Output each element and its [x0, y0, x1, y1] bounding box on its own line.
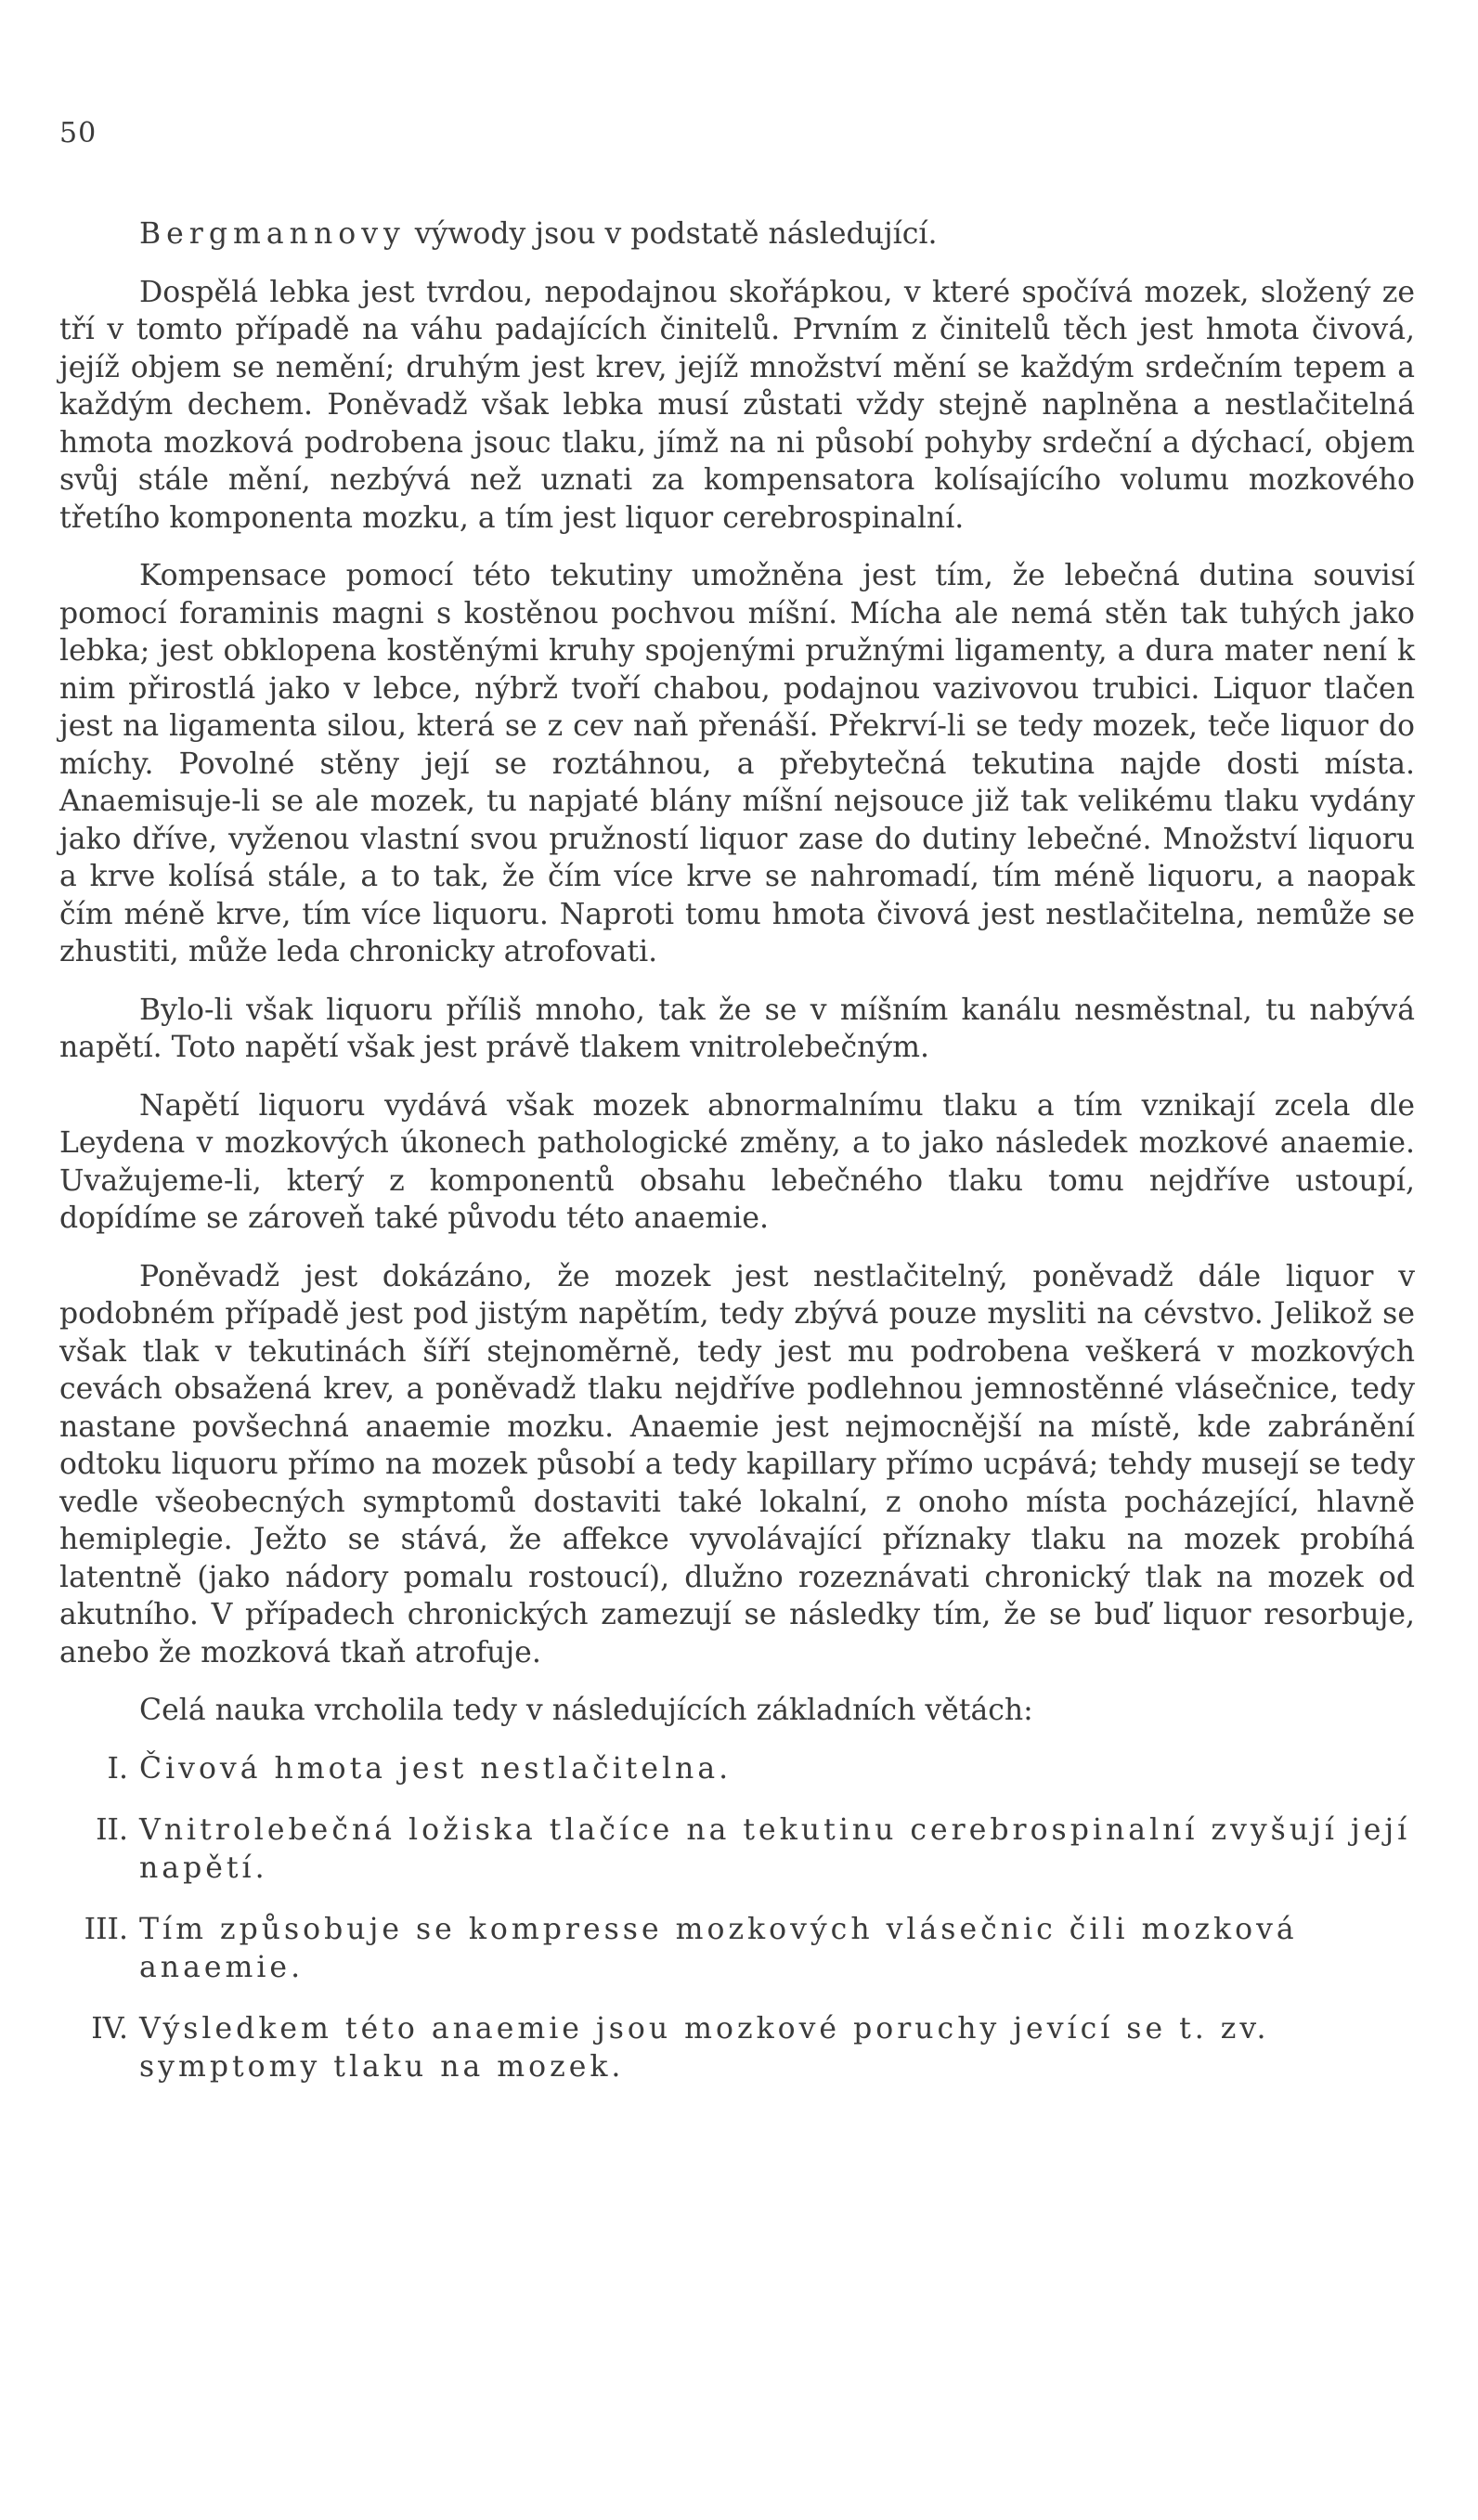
thesis-text: Tím způsobuje se kompresse mozkových vlásečnic čili mozková anaemie.: [139, 1913, 1298, 1984]
thesis-item: [59, 1812, 1415, 1887]
paragraph-3: Kompensace pomocí této tekutiny umožněna jest tím, že lebečná dutina souvisí pomocí foraminis magni s kostěnou pochvou míšní. Mícha ale nemá stěn tak tuhých jako lebka; jest obklopena kostěnými kruhy spojenými pružnými ligamenty, a dura mater není k nim přirostlá jako v lebce, nýbrž tvoří chabou, podajnou vazivovou trubici. Liquor tlačen jest na ligamenta silou, která se z cev naň přenáší. Překrví-li se tedy mozek, teče liquor do míchy. Povolné stěny její se roztáhnou, a přebytečná tekutina najde dosti místa. Anaemisuje-li se ale mozek, tu napjaté blány míšní nejsouce již tak velikému tlaku vydány jako dříve, vyženou vlastní svou pružností liquor zase do dutiny lebečné. Množství liquoru a krve kolísá stále, a to tak, že čím více krve se nahromadí, tím méně liquoru, a naopak čím méně krve, tím více liquoru. Naproti tomu hmota čivová jest nestlačitelna, nemůže se zhustiti, může leda chronicky atrofovati.: [59, 559, 1415, 968]
thesis-text: Čivová hmota jest nestlačitelna.: [139, 1751, 733, 1786]
paragraph-1: [59, 215, 1415, 253]
paragraph-4: Bylo-li však liquoru příliš mnoho, tak že se v míšním kanálu nesměstnal, tu nabývá napětí. Toto napětí však jest právě tlakem vnitrolebečným.: [59, 993, 1415, 1064]
thesis-number: I.: [107, 1751, 128, 1786]
thesis-item: [59, 2010, 1415, 2085]
thesis-number: III.: [84, 1913, 128, 1946]
spaced-name: Bergmannovy: [139, 217, 406, 251]
thesis-item: [59, 1750, 1415, 1788]
paragraph-text: výwody jsou v podstatě následující.: [405, 217, 938, 251]
paragraph-6: Poněvadž jest dokázáno, že mozek jest nestlačitelný, poněvadž dále liquor v podobném případě jest pod jistým napětím, tedy zbývá pouze mysliti na cévstvo. Jelikož se však tlak v tekutinách šíří stejnoměrně, tedy jest mu podrobena veškerá v mozkových cevách obsažená krev, a poněvadž tlaku nejdříve podlehnou jemnostěnné vlásečnice, tedy nastane povšechná anaemie mozku. Anaemie jest nejmocnější na místě, kde zabránění odtoku liquoru přímo na mozek působí a tedy kapillary přímo ucpává; tehdy musejí se tedy vedle všeobecných symptomů dostaviti také lokalní, z onoho místa pocházející, hlavně hemiplegie. Ježto se stává, že affekce vyvolávající příznaky tlaku na mozek probíhá latentně (jako nádory pomalu rostoucí), dlužno rozeznávati chronický tlak na mozek od akutního. V případech chronických zamezují se následky tím, že se buď liquor resorbuje, anebo že mozková tkaň atrofuje.: [59, 1259, 1415, 1669]
theses-list: [59, 1750, 1415, 2086]
thesis-text: Výsledkem této anaemie jsou mozkové poruchy jevící se t. zv. symptomy tlaku na mozek.: [139, 2012, 1270, 2084]
body-text: [59, 215, 1415, 2110]
thesis-number: II.: [96, 1813, 128, 1847]
thesis-number: IV.: [91, 2012, 128, 2046]
thesis-text: Vnitrolebečná ložiska tlačíce na tekutinu cerebrospinalní zvyšují její napětí.: [139, 1813, 1411, 1885]
theses-intro: Celá nauka vrcholila tedy v následujících základních větách:: [139, 1694, 1033, 1727]
paragraph-5: Napětí liquoru vydává však mozek abnormalnímu tlaku a tím vznikají zcela dle Leydena v mozkových úkonech pathologické změny, a to jako následek mozkové anaemie. Uvažujeme-li, který z komponentů obsahu lebečného tlaku tomu nejdříve ustoupí, dopídíme se zároveň také původu této anaemie.: [59, 1088, 1415, 1235]
page-number: 50: [59, 117, 97, 149]
thesis-item: [59, 1911, 1415, 1986]
paragraph-2: Dospělá lebka jest tvrdou, nepodajnou skořápkou, v které spočívá mozek, složený ze tří v tomto případě na váhu padajících činitelů. Prvním z činitelů těch jest hmota čivová, jejíž objem se nemění; druhým jest krev, jejíž množství mění se každým srdečním tepem a každým dechem. Poněvadž však lebka musí zůstati vždy stejně naplněna a nestlačitelná hmota mozková podrobena jsouc tlaku, jímž na ni působí pohyby srdeční a dýchací, objem svůj stále mění, nezbývá než uznati za kompensatora kolísajícího volumu mozkového třetího komponenta mozku, a tím jest liquor cerebrospinalní.: [59, 275, 1415, 535]
